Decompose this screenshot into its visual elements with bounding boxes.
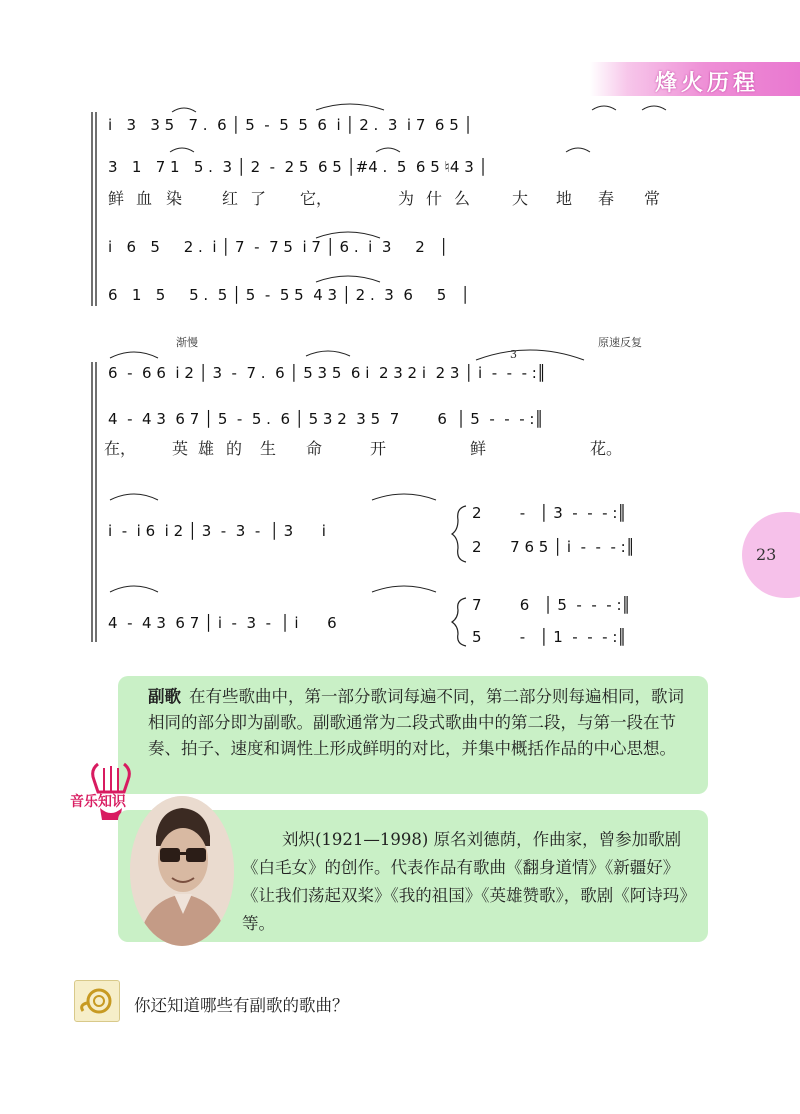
- triplet-mark: 3: [510, 348, 517, 361]
- lyric-char: 命: [306, 439, 323, 458]
- composer-bio: [242, 826, 692, 938]
- lyric-char: 鲜: [470, 439, 487, 458]
- portrait-figure-icon: [130, 796, 234, 946]
- system2-row4: 4 - 4 3 6 7 │ i - 3 - │ i 6: [108, 614, 337, 632]
- lyric-char: 为: [398, 189, 415, 208]
- system2-row4-upper: 7 6 │ 5 - - - :║: [472, 596, 631, 614]
- system1-row1: i 3 3 5 7 . 6 │ 5 - 5 5 6 i │ 2 . 3 i 7 6 5 │: [108, 116, 473, 134]
- system2-row2: 4 - 4 3 6 7 │ 5 - 5 . 6 │ 5 3 2 3 5 7 6 │ 5 - - - :║: [108, 410, 544, 428]
- lyric-char: 红: [222, 189, 239, 208]
- lyric-char: 雄: [198, 439, 215, 458]
- system2-row3: i - i 6 i 2 │ 3 - 3 - │ 3 i: [108, 522, 326, 540]
- voice-brace-upper: [452, 506, 466, 562]
- composer-years: (1921—1998): [315, 830, 429, 849]
- chorus-description: 在有些歌曲中，第一部分歌词每遍不同，第二部分则每遍相同，歌词相同的部分即为副歌。副歌通常为二段式歌曲中的第二段，与第一段在节奏、拍子、速度和调性上形成鲜明的对比，并集中概括作品的中心思想。: [148, 687, 684, 758]
- system2-row1: 6 - 6 6 i 2 │ 3 - 7 . 6 │ 5 3 5 6 i 2 3 2 i 2 3 │ i - - - :║: [108, 364, 546, 382]
- tempo-slow-mark: 渐慢: [176, 336, 198, 349]
- music-knowledge-label: 音乐知识: [70, 794, 126, 810]
- discussion-question: 你还知道哪些有副歌的歌曲？: [134, 996, 349, 1015]
- composer-portrait: [130, 796, 234, 946]
- chorus-term: 副歌: [148, 687, 181, 706]
- section-title: 烽火历程: [655, 71, 760, 96]
- lyric-char: 的: [226, 439, 243, 458]
- lyric-char: 花。: [590, 439, 623, 458]
- lyric-char: 在，: [104, 439, 137, 458]
- system2-row4-lower: 5 - │ 1 - - - :║: [472, 628, 627, 646]
- french-horn-icon: [74, 980, 120, 1022]
- system1-row3: i 6 5 2 . i │ 7 - 7 5 i 7 │ 6 . i 3 2 │: [108, 238, 449, 256]
- system2-row3-upper: 2 - │ 3 - - - :║: [472, 504, 627, 522]
- page-number: 23: [756, 545, 777, 564]
- system2-row3-lower: 2 7 6 5 │ i - - - :║: [472, 538, 635, 556]
- system1-row4: 6 1 5 5 . 5 │ 5 - 5 5 4 3 │ 2 . 3 6 5 │: [108, 286, 470, 304]
- lyric-char: 开: [370, 439, 387, 458]
- system1-lyrics: [108, 189, 660, 208]
- composer-name: 刘炽: [282, 830, 315, 849]
- voice-brace-lower: [452, 598, 466, 646]
- composer-description: 原名刘德荫，作曲家，曾参加歌剧《白毛女》的创作。代表作品有歌曲《翻身道情》《新疆好》《让我们荡起双桨》《我的祖国》《英雄赞歌》，歌剧《阿诗玛》等。: [242, 830, 688, 933]
- system2-lyrics: [104, 439, 622, 458]
- lyric-char: 英: [172, 439, 189, 458]
- lyric-char: 染: [166, 189, 183, 208]
- lyric-char: 地: [556, 189, 573, 208]
- system1-row2: 3 1 7 1 5 . 3 │ 2 - 2 5 6 5 │#4 . 5 6 5 ♮4 3 │: [108, 158, 488, 176]
- chorus-note: [148, 684, 696, 762]
- horn-graphic: [75, 981, 119, 1021]
- lyric-char: 生: [260, 439, 277, 458]
- lyric-char: 它，: [300, 189, 333, 208]
- lyric-char: 大: [512, 189, 529, 208]
- lyric-char: 春: [598, 189, 615, 208]
- lyric-char: 什: [426, 189, 443, 208]
- lyric-char: 血: [136, 189, 153, 208]
- tempo-repeat-mark: 原速反复: [598, 336, 642, 349]
- lyric-char: 了: [250, 189, 267, 208]
- lyric-char: 么: [454, 189, 471, 208]
- lyric-char: 鲜: [108, 189, 125, 208]
- lyric-char: 常: [644, 189, 661, 208]
